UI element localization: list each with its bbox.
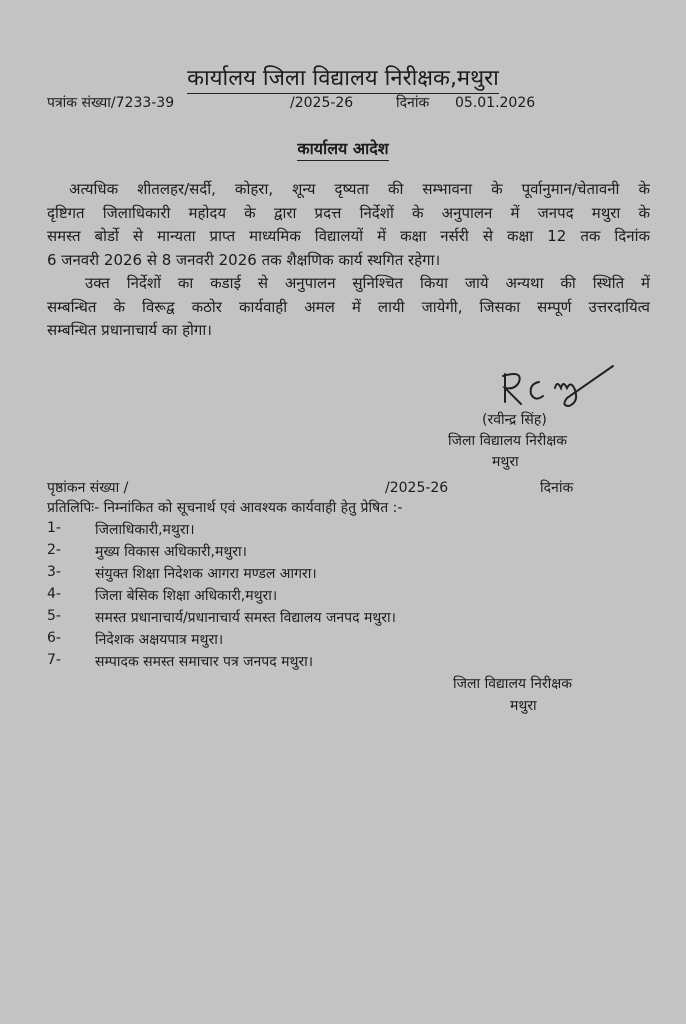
handwritten-signature <box>495 362 625 412</box>
body-line: अत्यधिक शीतलहर/सर्दी, कोहरा, शून्य दृष्यता की सम्भावना के पूर्वानुमान/चेतावनी के <box>69 180 650 198</box>
letter-session: /2025-26 <box>290 95 354 111</box>
copy-to-line: प्रतिलिपिः- निम्नांकित को सूचनार्थ एवं आवश्यक कार्यवाही हेतु प्रेषित :- <box>47 500 403 516</box>
list-item: 7- सम्पादक समस्त समाचार पत्र जनपद मथुरा। <box>47 652 314 670</box>
body-line: सम्बन्धित के विरूद्व कठोर कार्यवाही अमल में लायी जायेगी, जिसका सम्पूर्ण उत्तरदायित्व <box>47 297 650 316</box>
date-label: दिनांक <box>396 95 430 111</box>
office-title: कार्यालय जिला विद्यालय निरीक्षक,मथुरा <box>0 68 686 90</box>
list-item: 1- जिलाधिकारी,मथुरा। <box>47 520 195 538</box>
list-item: 3- संयुक्त शिक्षा निदेशक आगरा मण्डल आगरा। <box>47 564 317 582</box>
body-line: 6 जनवरी 2026 से 8 जनवरी 2026 तक शैक्षणिक कार्य स्थगित रहेगा। <box>47 250 441 269</box>
body-line: दृष्टिगत जिलाधिकारी महोदय के द्वारा प्रदत्त निर्देशों के अनुपालन में जनपद मथुरा के <box>47 203 650 222</box>
footer-place: मथुरा <box>510 698 537 714</box>
body-line: समस्त बोर्डो से मान्यता प्राप्त माध्यमिक विद्यालयों में कक्षा नर्सरी से कक्षा 12 तक दिनांक <box>47 227 650 245</box>
signatory-name: (रवीन्द्र सिंह) <box>482 412 547 428</box>
signatory-designation: जिला विद्यालय निरीक्षक <box>448 433 568 449</box>
endorsement-session: /2025-26 <box>385 480 449 496</box>
letter-date: 05.01.2026 <box>455 95 536 111</box>
order-body <box>47 178 650 343</box>
list-item: 6- निदेशक अक्षयपात्र मथुरा। <box>47 630 224 648</box>
endorsement-number: पृष्ठांकन संख्या / <box>47 480 129 496</box>
list-item: 5- समस्त प्रधानाचार्य/प्रधानाचार्य समस्त विद्यालय जनपद मथुरा। <box>47 608 396 626</box>
list-item: 2- मुख्य विकास अधिकारी,मथुरा। <box>47 542 247 560</box>
endorsement-date-label: दिनांक <box>540 480 574 496</box>
letter-number: पत्रांक संख्या/7233-39 <box>47 95 175 111</box>
footer-designation: जिला विद्यालय निरीक्षक <box>453 676 573 692</box>
body-line: उक्त निर्देशों का कडाई से अनुपालन सुनिश्चित किया जाये अन्यथा की स्थिति में <box>85 274 650 292</box>
recipient-list <box>47 520 396 674</box>
order-heading: कार्यालय आदेश <box>0 141 686 157</box>
body-line: सम्बन्धित प्रधानाचार्य का होगा। <box>47 321 212 339</box>
signatory-place: मथुरा <box>492 454 519 470</box>
list-item: 4- जिला बेसिक शिक्षा अधिकारी,मथुरा। <box>47 586 278 604</box>
